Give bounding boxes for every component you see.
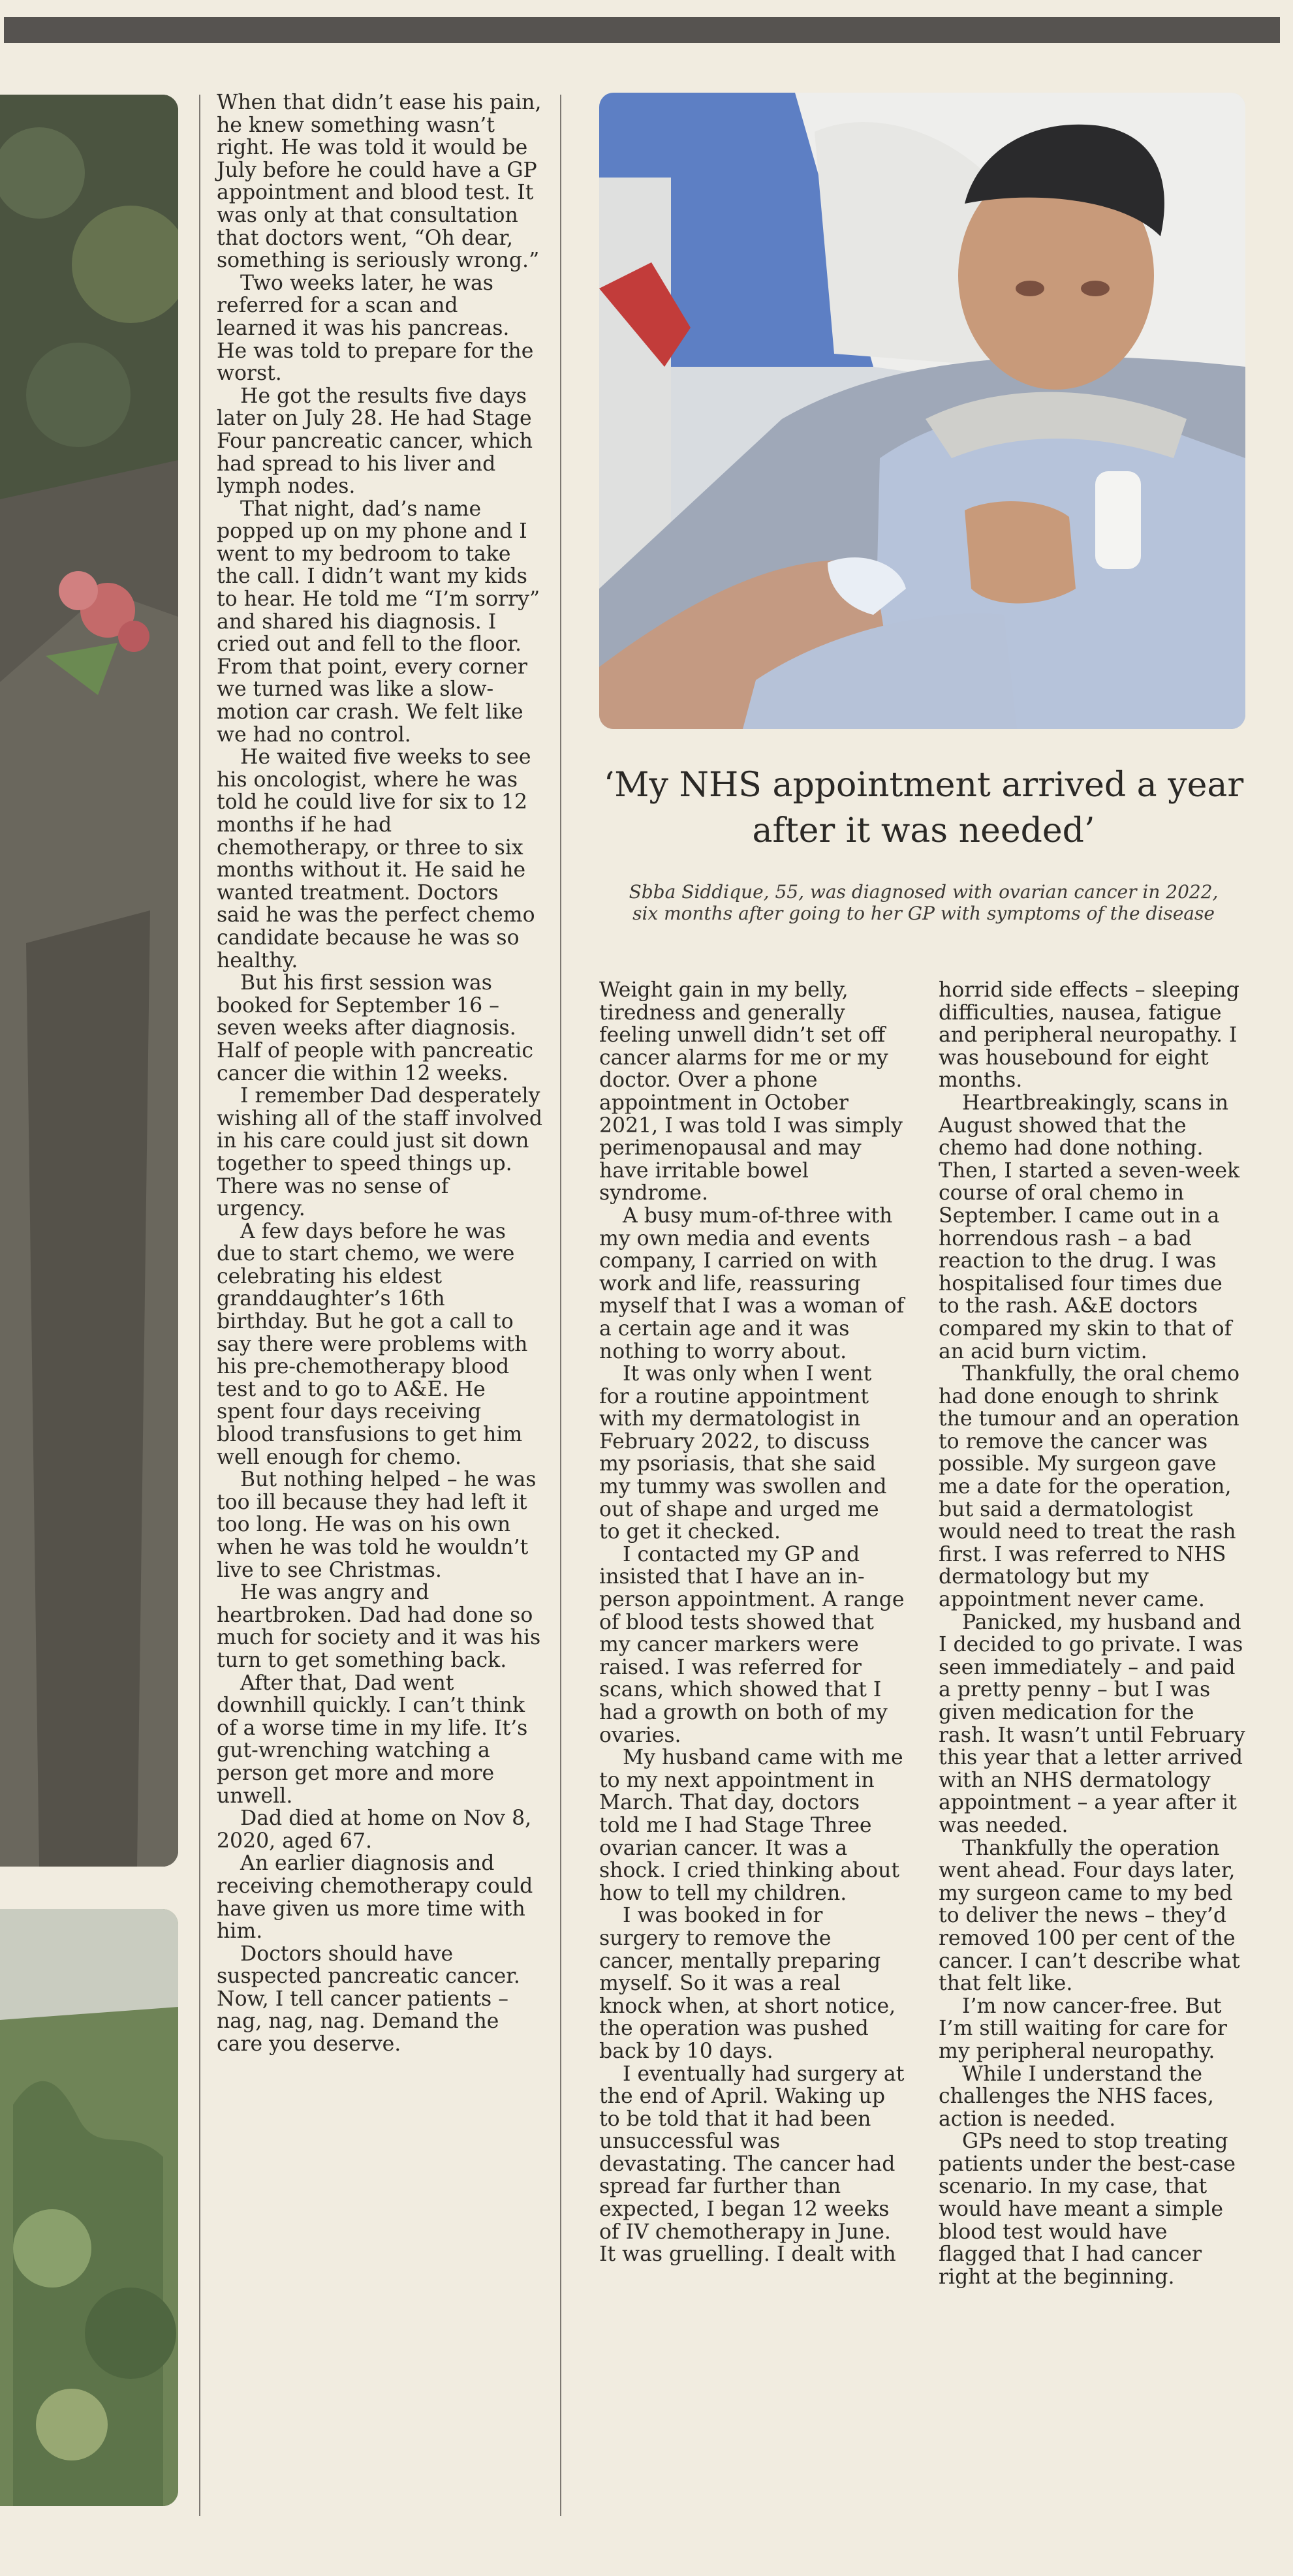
col1-para-7: I remember Dad desperately wishing all of the staff involved in his care could just sit down together to speed things up. There was no sense of urgency. [217, 1084, 543, 1221]
col1-para-10: He was angry and heartbroken. Dad had done so much for society and it was his turn to get something back. [217, 1581, 541, 1672]
col2-para-1: Weight gain in my belly, tiredness and generally feeling unwell didn’t set off cancer alarms for me or my doctor. Over a phone appointment in October 2021, I was told I was simply perimenopausal and may have irritable bowel syndrome. [599, 978, 903, 1205]
column-rule-1 [199, 95, 200, 2516]
standfirst: Sbba Siddique, 55, was diagnosed with ovarian cancer in 2022, six months after going to her GP with symptoms of the disease [629, 881, 1219, 924]
col1-para-8: A few days before he was due to start chemo, we were celebrating his eldest granddaughter’s 16th birthday. But he got a call to say there were problems with his pre-chemotherapy blood test and to go to A&E. He spent four days receiving blood transfusions to get him well enough for chemo. [217, 1219, 528, 1469]
col3-para-8: GPs need to stop treating patients under the best-case scenario. In my case, that would have meant a simple blood test would have flagged that I had cancer right at the beginning. [939, 2130, 1236, 2289]
photo-hospital-patient [599, 93, 1245, 729]
col3-para-4: Panicked, my husband and I decided to go private. I was seen immediately – and paid a pretty penny – but I was given medication for the rash. It wasn’t until February this year that a letter arrived with an NHS dermatology appointment – a year after it was needed. [939, 1610, 1245, 1837]
col3-para-6: I’m now cancer-free. But I’m still waiting for care for my peripheral neuropathy. [939, 1994, 1227, 2063]
col2-para-3: It was only when I went for a routine appointment with my dermatologist in February 2022, to discuss my psoriasis, that she said my tummy was swollen and out of shape and urged me to get it checked. [599, 1362, 887, 1544]
col2-para-7: I eventually had surgery at the end of April. Waking up to be told that it had been unsuccessful was devastating. The cancer had spread far further than expected, I began 12 weeks of IV chemotherapy in June. It was gruelling. I dealt with [599, 2062, 905, 2267]
col3-para-2: Heartbreakingly, scans in August showed that the chemo had done nothing. Then, I started a seven-week course of oral chemo in September. I came out in a horrendous rash – a bad reaction to the drug. I was hospitalised four times due to the rash. A&E doctors compared my skin to that of an acid burn victim. [939, 1091, 1240, 1363]
col1-para-14: Doctors should have suspected pancreatic cancer. Now, I tell cancer patients – nag, nag, nag. Demand the care you deserve. [217, 1942, 520, 2056]
col1-para-4: That night, dad’s name popped up on my phone and I went to my bedroom to take the call. I didn’t want my kids to hear. He told me “I’m sorry” and shared his diagnosis. I cried out and fell to the floor. From that point, every corner we turned was like a slow-motion car crash. We felt like we had no control. [217, 497, 540, 747]
col1-para-1: When that didn’t ease his pain, he knew something wasn’t right. He was told it would be July before he could have a GP appointment and blood test. It was only at that consultation that doctors went, “Oh dear, something is seriously wrong.” [217, 91, 542, 273]
col1-para-5: He waited five weeks to see his oncologist, where he was told he could live for six to 12 months if he had chemotherapy, or three to six months without it. He said he wanted treatment. Doctors said he was the perfect chemo candidate because he was so healthy. [217, 745, 535, 972]
col1-para-11: After that, Dad went downhill quickly. I can’t think of a worse time in my life. It’s gut-wrenching watching a person get more and more unwell. [217, 1671, 528, 1808]
col3-para-5: Thankfully the operation went ahead. Four days later, my surgeon came to my bed to deliver the news – they’d removed 100 per cent of the cancer. I can’t describe what that felt like. [939, 1836, 1240, 1996]
article-column-2 [599, 979, 906, 2266]
col1-para-9: But nothing helped – he was too ill because they had left it too long. He was on his own when he was told he wouldn’t live to see Christmas. [217, 1468, 537, 1582]
col1-para-6: But his first session was booked for September 16 – seven weeks after diagnosis. Half of people with pancreatic cancer die within 12 weeks. [217, 971, 534, 1085]
col1-para-13: An earlier diagnosis and receiving chemotherapy could have given us more time with him. [217, 1852, 533, 1944]
column-rule-2 [560, 95, 561, 2516]
col1-para-2: Two weeks later, he was referred for a scan and learned it was his pancreas. He was told to prepare for the worst. [217, 271, 534, 386]
photo-left-top [0, 95, 178, 1867]
top-rule-bar [4, 17, 1280, 43]
col1-para-3: He got the results five days later on July 28. He had Stage Four pancreatic cancer, which had spread to his liver and lymph nodes. [217, 384, 533, 499]
col1-para-12: Dad died at home on Nov 8, 2020, aged 67. [217, 1807, 532, 1853]
col2-para-6: I was booked in for surgery to remove the cancer, mentally preparing myself. So it was a real knock when, at short notice, the operation was pushed back by 10 days. [599, 1904, 896, 2063]
col2-para-2: A busy mum-of-three with my own media and events company, I carried on with work and life, reassuring myself that I was a woman of a certain age and it was nothing to worry about. [599, 1203, 905, 1363]
headline: ‘My NHS appointment arrived a year after it was needed’ [603, 766, 1244, 850]
article-column-1 [217, 91, 543, 2056]
col3-para-3: Thankfully, the oral chemo had done enough to shrink the tumour and an operation to remove the cancer was possible. My surgeon gave me a date for the operation, but said a dermatologist would need to treat the rash first. I was referred to NHS dermatology but my appointment never came. [939, 1362, 1240, 1612]
col3-para-1: horrid side effects – sleeping difficulties, nausea, fatigue and peripheral neuropathy. I was housebound for eight months. [939, 978, 1239, 1093]
col2-para-5: My husband came with me to my next appointment in March. That day, doctors told me I had Stage Three ovarian cancer. It was a shock. I cried thinking about how to tell my children. [599, 1746, 903, 1905]
col2-para-4: I contacted my GP and insisted that I have an in-person appointment. A range of blood tests showed that my cancer markers were raised. I was referred for scans, which showed that I had a growth on both of my ovaries. [599, 1542, 905, 1747]
col3-para-7: While I understand the challenges the NHS faces, action is needed. [939, 2062, 1214, 2131]
photo-left-bottom [0, 1909, 178, 2506]
article-column-3 [939, 979, 1245, 2288]
